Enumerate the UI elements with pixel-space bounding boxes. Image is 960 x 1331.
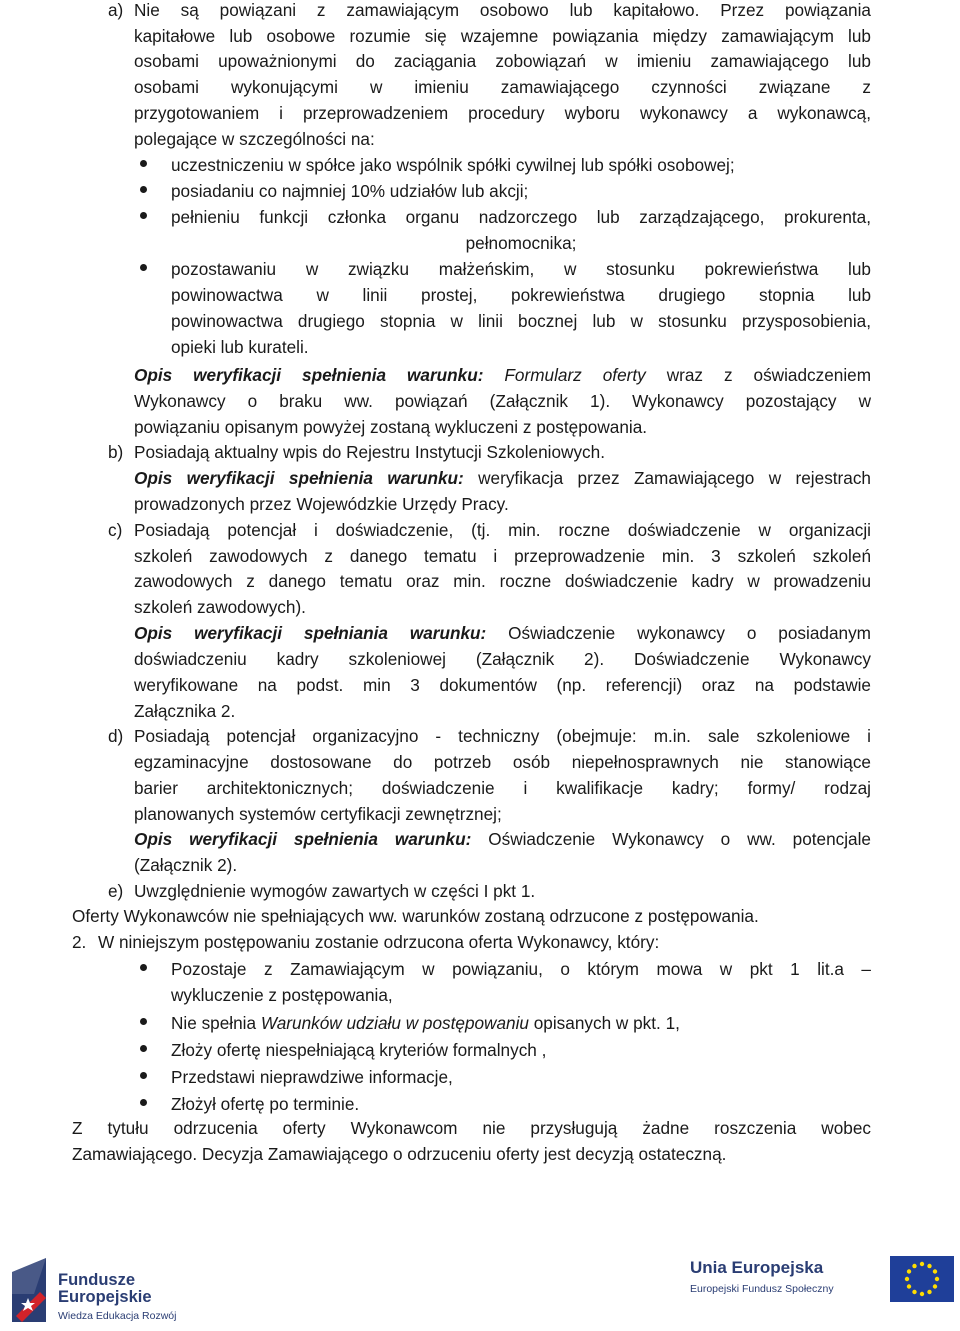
bullet-item: uczestniczeniu w spółce jako wspólnik spółki cywilnej lub spółki osobowej;	[171, 155, 735, 175]
bullet-icon	[140, 964, 147, 971]
eu-star	[933, 1269, 937, 1273]
text-line: planowanych systemów certyfikacji zewnętrznej;	[134, 804, 502, 824]
item-marker-d: d)	[108, 726, 124, 746]
eu-star	[927, 1264, 931, 1268]
bullet-item-continuation: powinowactwa drugiego stopnia w linii bocznej lub w stosunku przysposobienia,	[171, 311, 871, 331]
bullet-icon	[140, 186, 147, 193]
ue-title: Unia Europejska	[690, 1258, 824, 1277]
verification-line: Opis weryfikacji spełniania warunku: Oświadczenie wykonawcy o posiadanym	[134, 623, 871, 643]
eu-star	[905, 1277, 909, 1281]
verification-label: Opis weryfikacji spełnienia warunku:	[134, 365, 484, 385]
bullet-icon	[140, 1045, 147, 1052]
text-line: barier architektonicznych; doświadczenie i kwalifikacje kadry; formy/ rodzaj	[134, 778, 871, 798]
text-line: Wykonawcy o braku ww. powiązań (Załącznik 1). Wykonawcy pozostający w	[134, 391, 871, 411]
eu-star	[912, 1264, 916, 1268]
text-line: polegające w szczególności na:	[134, 129, 375, 149]
bullet-icon	[140, 160, 147, 167]
bullet-item: posiadaniu co najmniej 10% udziałów lub akcji;	[171, 181, 529, 201]
unia-europejska-logo	[690, 1256, 960, 1322]
verification-label: Opis weryfikacji spełniania warunku:	[134, 623, 487, 643]
text-line: Posiadają aktualny wpis do Rejestru Instytucji Szkoleniowych.	[134, 442, 605, 462]
bullet-icon	[140, 212, 147, 219]
text-line: doświadczeniu kadry szkoleniowej (Załącznik 2). Doświadczenie Wykonawcy	[134, 649, 871, 669]
text-line: Posiadają potencjał i doświadczenie, (tj. min. roczne doświadczenie w organizacji	[134, 520, 871, 540]
bullet-item: Przedstawi nieprawdziwe informacje,	[171, 1067, 453, 1087]
bullet-item-continuation: wykluczenie z postępowania,	[171, 985, 393, 1005]
text-line: szkoleń zawodowych).	[134, 597, 306, 617]
eu-star	[935, 1277, 939, 1281]
verification-label: Opis weryfikacji spełnienia warunku:	[134, 829, 472, 849]
ue-subtitle: Europejski Fundusz Społeczny	[690, 1283, 834, 1295]
text-line: prowadzonych przez Wojewódzkie Urzędy Pracy.	[134, 494, 509, 514]
text-line: szkoleń zawodowych z danego tematu i przeprowadzenie min. 3 szkoleń szkoleń	[134, 546, 871, 566]
bullet-item: Pozostaje z Zamawiającym w powiązaniu, o którym mowa w pkt 1 lit.a –	[171, 959, 871, 979]
text-line: kapitałowe lub osobowe rozumie się wzajemne powiązania między zamawiającym lub	[134, 26, 871, 46]
bullet-icon	[140, 1072, 147, 1079]
text-line: (Załącznik 2).	[134, 855, 238, 875]
eu-flag-icon	[890, 1256, 954, 1302]
closing-line: Z tytułu odrzucenia oferty Wykonawcom nie przysługują żadne roszczenia wobec	[72, 1118, 871, 1138]
bullet-item: pozostawaniu w związku małżeńskim, w stosunku pokrewieństwa lub	[171, 259, 871, 279]
eu-star	[920, 1262, 924, 1266]
eu-star	[907, 1284, 911, 1288]
verification-line: Opis weryfikacji spełnienia warunku: Oświadczenie Wykonawcy o ww. potencjale	[134, 829, 871, 849]
eu-star	[920, 1292, 924, 1296]
item-marker-b: b)	[108, 442, 124, 462]
bullet-icon	[140, 1018, 147, 1025]
verification-label: Opis weryfikacji spełnienia warunku:	[134, 468, 464, 488]
text-line: egzaminacyjne dostosowane do potrzeb osób niepełnosprawnych nie stanowiące	[134, 752, 871, 772]
item-marker-e: e)	[108, 881, 124, 901]
fundusze-europejskie-logo	[6, 1250, 306, 1330]
bullet-icon	[140, 1099, 147, 1106]
item-marker-c: c)	[108, 520, 123, 540]
eu-star	[927, 1290, 931, 1294]
fe-emblem-icon	[6, 1254, 52, 1326]
bullet-icon	[140, 264, 147, 271]
text-line: Załącznika 2.	[134, 701, 236, 721]
closing-line: Zamawiającego. Decyzja Zamawiającego o odrzuceniu oferty jest decyzją ostateczną.	[72, 1144, 727, 1164]
item-marker-a: a)	[108, 0, 124, 20]
text-line: przygotowaniem i przeprowadzeniem procedury wyboru wykonawcy a wykonawcą,	[134, 103, 871, 123]
fe-subtitle: Wiedza Edukacja Rozwój	[58, 1310, 177, 1322]
footer	[0, 1240, 960, 1331]
verification-italic: Formularz oferty	[504, 365, 646, 385]
verification-line: Opis weryfikacji spełnienia warunku: Formularz oferty wraz z oświadczeniem	[134, 365, 871, 385]
fe-title-line1: Fundusze	[58, 1271, 135, 1289]
eu-star	[912, 1290, 916, 1294]
text-line: zawodowych z danego tematu oraz min. roczne doświadczenie kadry w prowadzeniu	[134, 571, 871, 591]
point-2-intro: W niniejszym postępowaniu zostanie odrzucona oferta Wykonawcy, który:	[98, 932, 660, 952]
bullet-item-continuation: pełnomocnika;	[465, 233, 577, 253]
point-2-marker: 2.	[72, 932, 87, 952]
text-line: weryfikowane na podst. min 3 dokumentów (np. referencji) oraz na podstawie	[134, 675, 871, 695]
verification-line: Opis weryfikacji spełnienia warunku: weryfikacja przez Zamawiającego w rejestrach	[134, 468, 871, 488]
eu-star	[933, 1284, 937, 1288]
text-line: powiązaniu opisanym powyżej zostaną wykluczeni z postępowania.	[134, 417, 648, 437]
bullet-item: pełnieniu funkcji członka organu nadzorczego lub zarządzającego, prokurenta,	[171, 207, 871, 227]
text-line: Uwzględnienie wymogów zawartych w części I pkt 1.	[134, 881, 536, 901]
bullet-item-continuation: powinowactwa w linii prostej, pokrewieństwa drugiego stopnia lub	[171, 285, 871, 305]
bullet-item: Złożył ofertę po terminie.	[171, 1094, 360, 1114]
text-line: Posiadają potencjał organizacyjno - techniczny (obejmuje: m.in. sale szkoleniowe i	[134, 726, 871, 746]
text-line: osobami upoważnionymi do zaciągania zobowiązań w imieniu zamawiającego lub	[134, 51, 871, 71]
bullet-item-continuation: opieki lub kurateli.	[171, 337, 309, 357]
text-line: osobami wykonującymi w imieniu zamawiającego czynności związane z	[134, 77, 871, 97]
bullet-item: Złoży ofertę niespełniającą kryteriów formalnych ,	[171, 1040, 547, 1060]
text-line: Nie są powiązani z zamawiającym osobowo lub kapitałowo. Przez powiązania	[134, 0, 871, 20]
rejection-note: Oferty Wykonawców nie spełniających ww. warunków zostaną odrzucone z postępowania.	[72, 906, 759, 926]
bullet-item: Nie spełnia Warunków udziału w postępowaniu opisanych w pkt. 1,	[171, 1013, 680, 1033]
fe-title-line2: Europejskie	[58, 1288, 152, 1306]
eu-star	[907, 1269, 911, 1273]
